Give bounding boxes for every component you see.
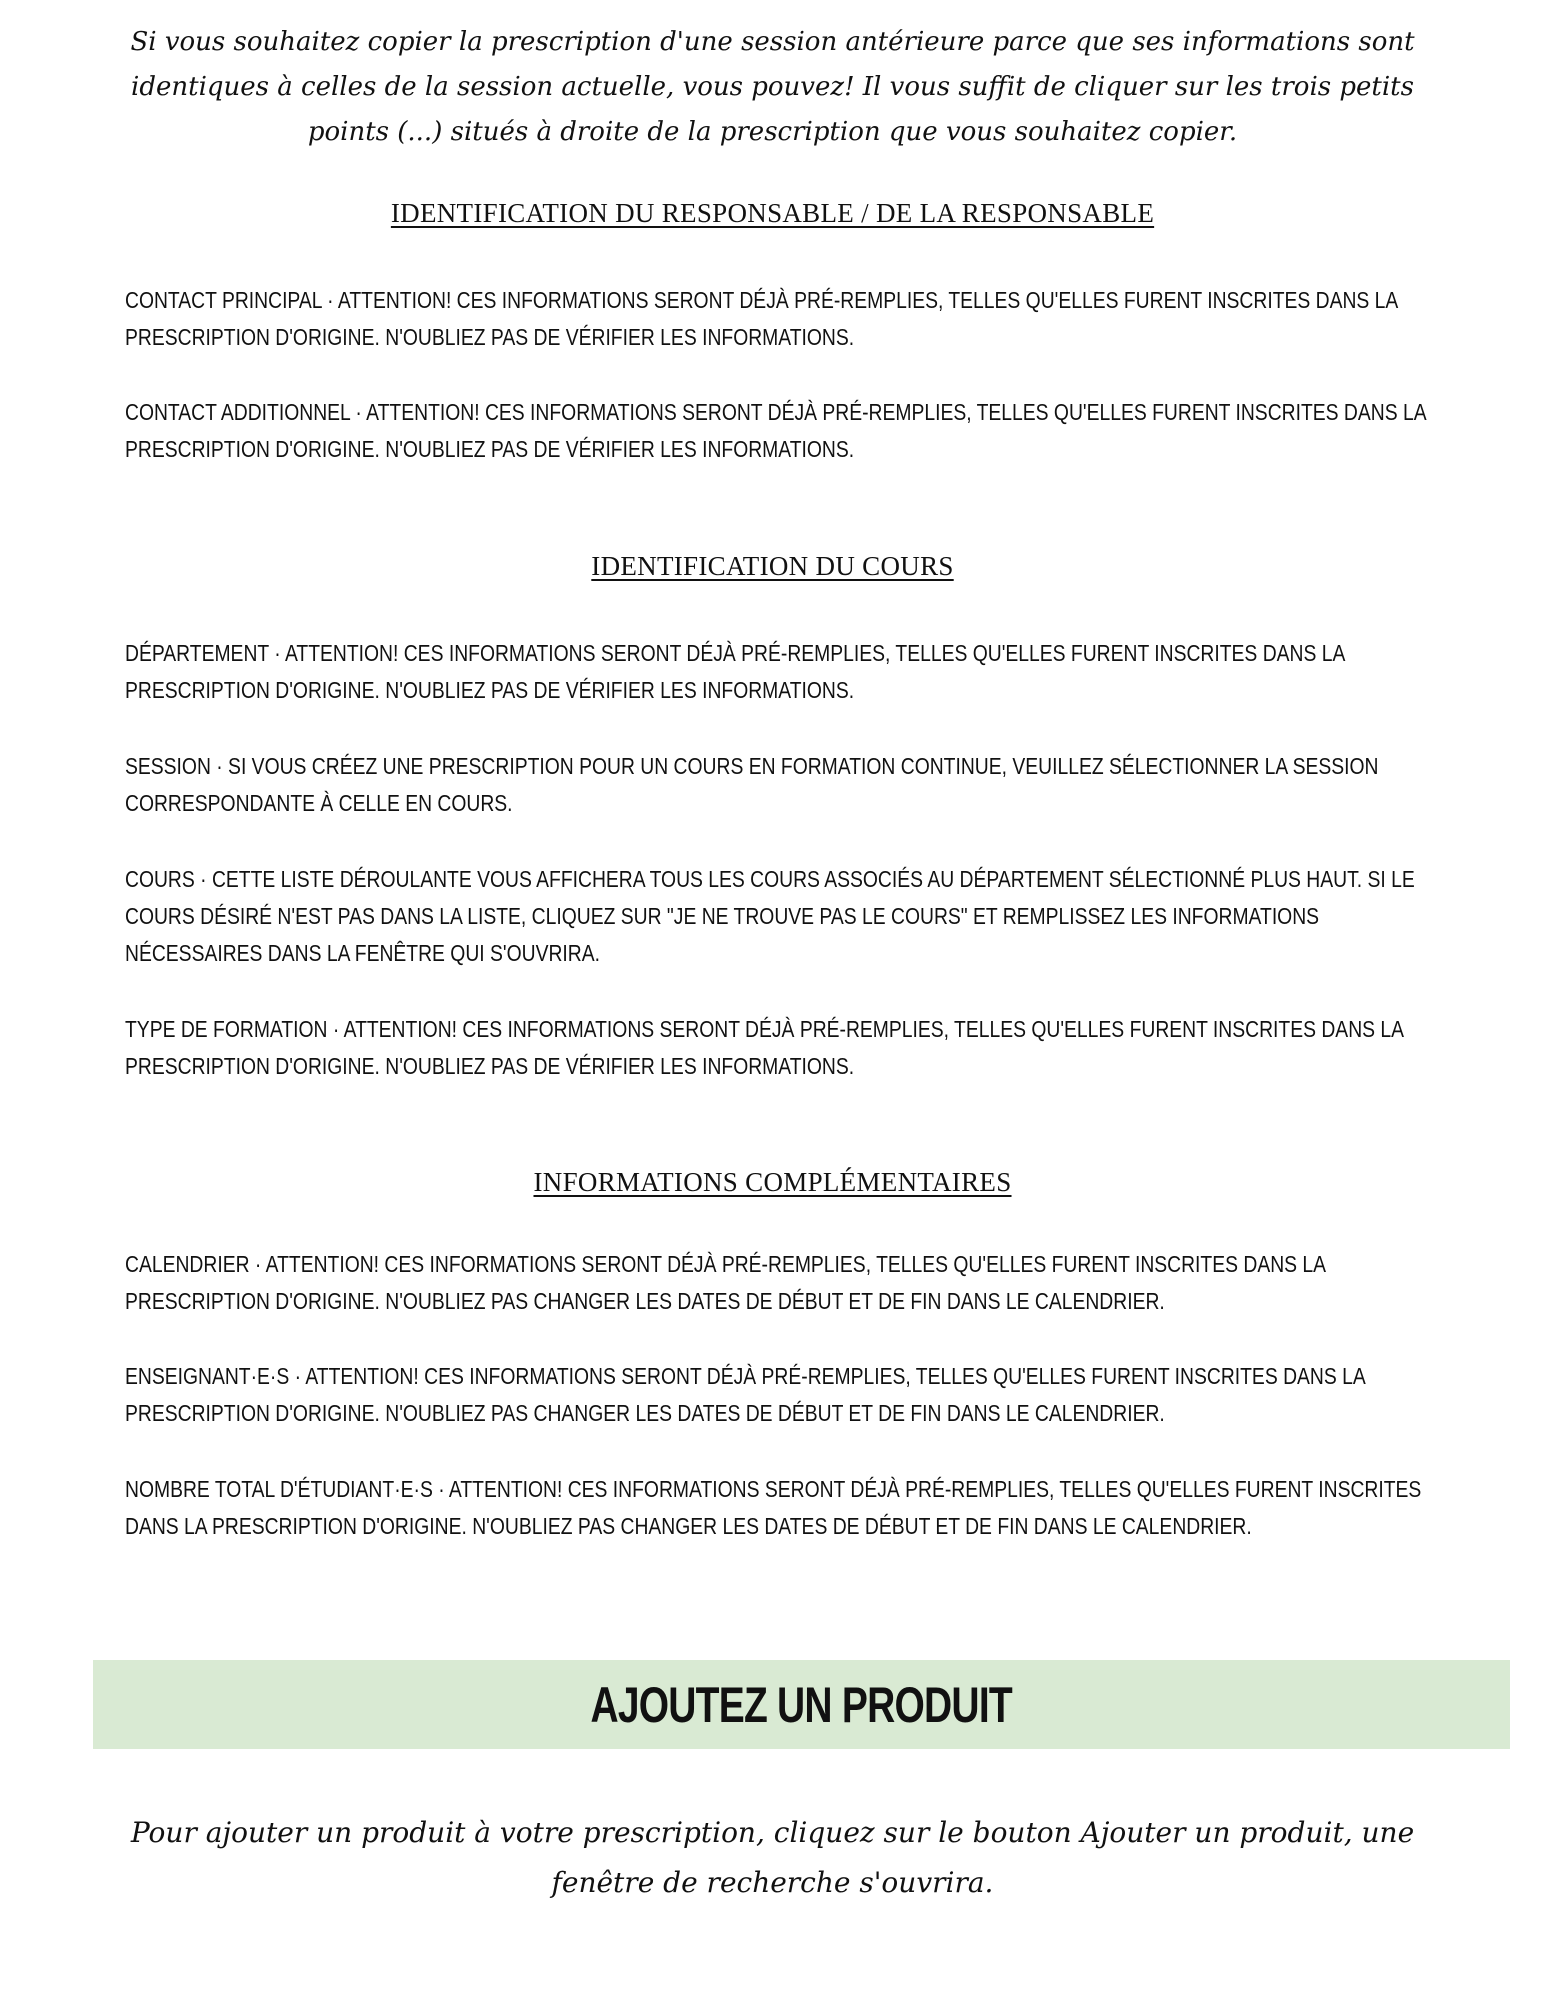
section-title-responsable: IDENTIFICATION DU RESPONSABLE / DE LA RESPONSABLE [390,198,1155,228]
entry-contact-principal: CONTACT PRINCIPAL · ATTENTION! CES INFORMATIONS SERONT DÉJÀ PRÉ-REMPLIES, TELLES QU'ELLES FURENT INSCRITES DANS LA PRESCRIPTION D'ORIGINE. N'OUBLIEZ PAS DE VÉRIFIER LES INFORMATIONS. [125,287,1398,350]
intro-paragraph: Si vous souhaitez copier la prescription d'une session antérieure parce que ses informations sont identiques à celles de la session actuelle, vous pouvez! Il vous suffit de cliquer sur les trois petits points (...) situés à droite de la prescription que vous souhaitez copier. [130,27,1415,147]
entry-departement: DÉPARTEMENT · ATTENTION! CES INFORMATIONS SERONT DÉJÀ PRÉ-REMPLIES, TELLES QU'ELLES FURENT INSCRITES DANS LA PRESCRIPTION D'ORIGINE. N'OUBLIEZ PAS DE VÉRIFIER LES INFORMATIONS. [125,640,1345,703]
section-title-complementaires: INFORMATIONS COMPLÉMENTAIRES [533,1167,1012,1197]
entry-contact-additionnel: CONTACT ADDITIONNEL · ATTENTION! CES INFORMATIONS SERONT DÉJÀ PRÉ-REMPLIES, TELLES QU'ELLES FURENT INSCRITES DANS LA PRESCRIPTION D'ORIGINE. N'OUBLIEZ PAS DE VÉRIFIER LES INFORMATIONS. [125,399,1426,462]
entry-cours: COURS · CETTE LISTE DÉROULANTE VOUS AFFICHERA TOUS LES COURS ASSOCIÉS AU DÉPARTEMENT SÉLECTIONNÉ PLUS HAUT. SI LE COURS DÉSIRÉ N'EST PAS DANS LA LISTE, CLIQUEZ SUR "JE NE TROUVE PAS LE COURS" ET REMPLISSEZ LES INFORMATIONS NÉCESSAIRES DANS LA FENÊTRE QUI S'OUVRIRA. [125,866,1415,966]
entry-calendrier: CALENDRIER · ATTENTION! CES INFORMATIONS SERONT DÉJÀ PRÉ-REMPLIES, TELLES QU'ELLES FURENT INSCRITES DANS LA PRESCRIPTION D'ORIGINE. N'OUBLIEZ PAS CHANGER LES DATES DE DÉBUT ET DE FIN DANS LE CALENDRIER. [125,1251,1325,1314]
entry-nombre-etudiants: NOMBRE TOTAL D'ÉTUDIANT·E·S · ATTENTION! CES INFORMATIONS SERONT DÉJÀ PRÉ-REMPLIES, TELLES QU'ELLES FURENT INSCRITES DANS LA PRESCRIPTION D'ORIGINE. N'OUBLIEZ PAS CHANGER LES DATES DE DÉBUT ET DE FIN DANS LE CALENDRIER. [125,1476,1422,1539]
entry-enseignants: ENSEIGNANT·E·S · ATTENTION! CES INFORMATIONS SERONT DÉJÀ PRÉ-REMPLIES, TELLES QU'ELLES FURENT INSCRITES DANS LA PRESCRIPTION D'ORIGINE. N'OUBLIEZ PAS CHANGER LES DATES DE DÉBUT ET DE FIN DANS LE CALENDRIER. [125,1363,1365,1426]
banner-title: AJOUTEZ UN PRODUIT [590,1676,1013,1733]
section-title-cours: IDENTIFICATION DU COURS [591,551,954,581]
entry-session: SESSION · SI VOUS CRÉEZ UNE PRESCRIPTION POUR UN COURS EN FORMATION CONTINUE, VEUILLEZ SÉLECTIONNER LA SESSION CORRESPONDANTE À CELLE EN COURS. [125,753,1379,816]
add-product-banner [93,1660,1510,1749]
outro-paragraph: Pour ajouter un produit à votre prescription, cliquez sur le bouton Ajouter un produit, une fenêtre de recherche s'ouvrira. [130,1816,1415,1899]
entry-type-formation: TYPE DE FORMATION · ATTENTION! CES INFORMATIONS SERONT DÉJÀ PRÉ-REMPLIES, TELLES QU'ELLES FURENT INSCRITES DANS LA PRESCRIPTION D'ORIGINE. N'OUBLIEZ PAS DE VÉRIFIER LES INFORMATIONS. [125,1016,1403,1079]
